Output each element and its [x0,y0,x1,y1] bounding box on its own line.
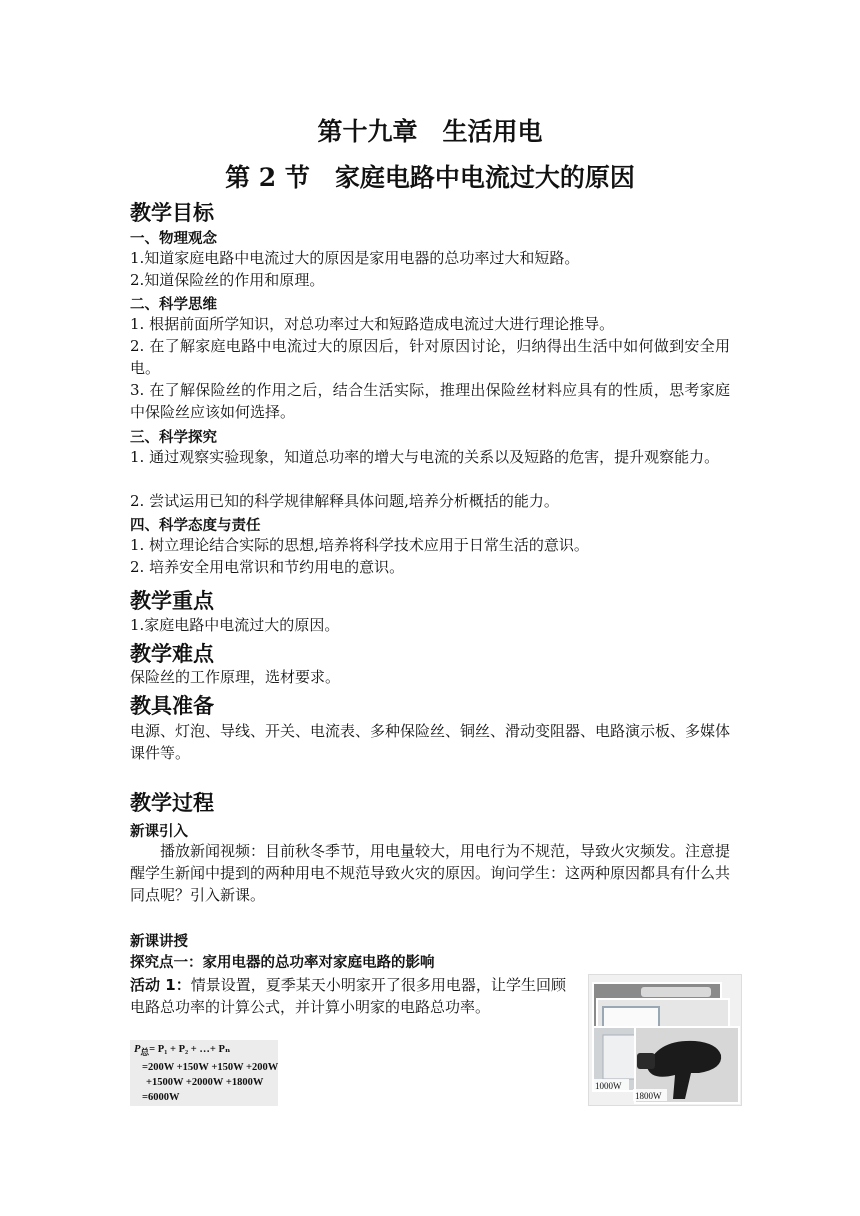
intro-text: 播放新闻视频：目前秋冬季节，用电量较大，用电行为不规范，导致火灾频发。注意提醒学生新闻中提到的两种用电不规范导致火灾的原因。询问学生：这两种原因都具有什么共同点呢？引入新课。 [130,842,731,904]
point1-heading: 探究点一：家用电器的总功率对家庭电路的影响 [130,955,435,971]
power-formula [130,1040,278,1106]
goals-sub2: 二、科学思维 [130,297,217,313]
air-conditioner-icon [641,987,711,997]
power-label-1800w: 1800W [635,1091,662,1101]
goals-sub3-item-2: 2. 尝试运用已知的科学规律解释具体问题,培养分析概括的能力。 [130,492,559,510]
difficulties-text: 保险丝的工作原理，选材要求。 [130,668,341,686]
intro-heading: 新课引入 [130,824,188,840]
lecture-heading: 新课讲授 [130,934,188,950]
key-points-heading: 教学重点 [130,589,214,613]
goals-sub1-item-1: 1.知道家庭电路中电流过大的原因是家用电器的总功率过大和短路。 [130,249,580,267]
goals-sub2-item-2: 2. 在了解家庭电路中电流过大的原因后，针对原因讨论，归纳得出生活中如何做到安全用电。 [130,337,730,377]
goals-sub2-item-1: 1. 根据前面所学知识，对总功率过大和短路造成电流过大进行理论推导。 [130,315,615,333]
section-title: 第 2 节 家庭电路中电流过大的原因 [225,163,635,192]
hair-dryer-nozzle [637,1053,655,1069]
difficulties-heading: 教学难点 [130,642,214,666]
activity-paragraph [130,974,566,1018]
process-heading: 教学过程 [130,791,214,815]
washing-machine-icon [603,1035,637,1079]
key-points-text: 1.家庭电路中电流过大的原因。 [130,616,340,634]
goals-sub4-item-2: 2. 培养安全用电常识和节约用电的意识。 [130,558,405,576]
goals-sub1-item-2: 2.知道保险丝的作用和原理。 [130,271,325,289]
goals-sub1: 一、物理观念 [130,231,217,247]
appliances-photo [588,974,742,1106]
formula-line-1 [134,1042,274,1060]
power-label-1000w: 1000W [595,1081,622,1091]
goals-sub3: 三、科学探究 [130,430,217,446]
formula-rhs: = P₁ + P₂ + …+ Pₙ [149,1044,231,1055]
goals-sub3-item-1: 1. 通过观察实验现象，知道总功率的增大与电流的关系以及短路的危害，提升观察能力。 [130,448,720,466]
formula-line-3: +1500W +2000W +1800W [146,1077,264,1089]
formula-symbol: P [134,1044,141,1055]
goals-sub2-item-3: 3. 在了解保险丝的作用之后，结合生活实际，推理出保险丝材料应具有的性质，思考家庭中保险丝应该如何选择。 [130,381,730,421]
formula-line-2: =200W +150W +150W +200W [142,1062,279,1074]
chapter-title: 第十九章 生活用电 [317,117,543,146]
formula-line-4: =6000W [142,1092,180,1104]
activity-label: 活动 1： [130,976,191,994]
goals-heading: 教学目标 [130,201,214,225]
materials-heading: 教具准备 [130,694,214,718]
activity-text: 情景设置，夏季某天小明家开了很多用电器，让学生回顾电路总功率的计算公式，并计算小明家的电路总功率。 [130,976,566,1016]
goals-sub4-item-1: 1. 树立理论结合实际的思想,培养将科学技术应用于日常生活的意识。 [130,536,589,554]
materials-text: 电源、灯泡、导线、开关、电流表、多种保险丝、铜丝、滑动变阻器、电路演示板、多媒体课件等。 [130,722,731,762]
appliances-illustration [589,975,741,1105]
formula-subscript: 总 [140,1047,150,1058]
goals-sub4: 四、科学态度与责任 [130,518,261,534]
